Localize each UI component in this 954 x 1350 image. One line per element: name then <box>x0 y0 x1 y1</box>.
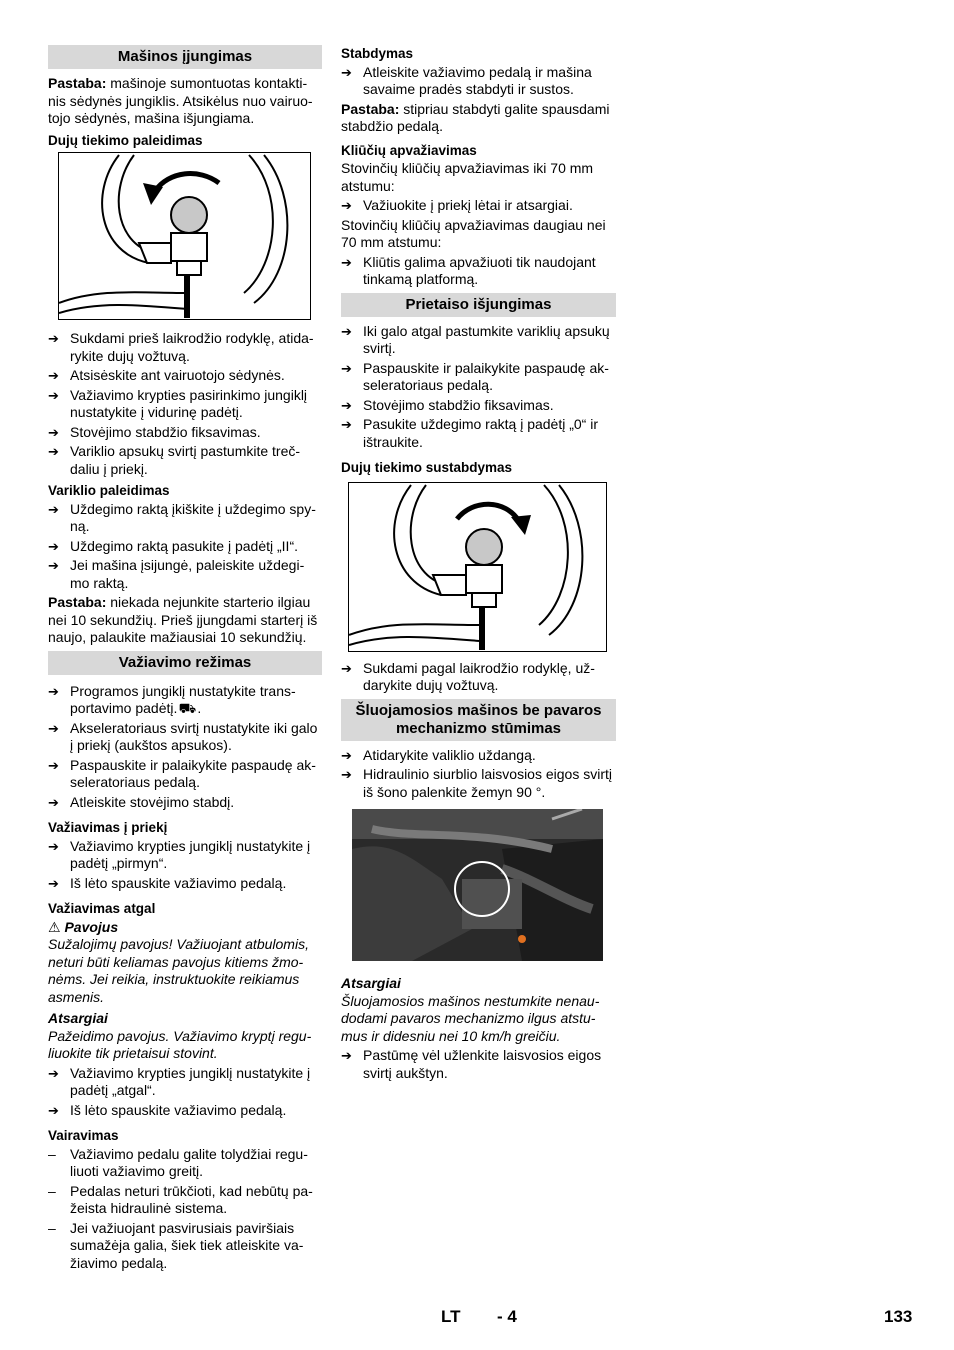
subheading-obstacles: Kliūčių apvažiavimas <box>341 142 477 158</box>
step-item: ➔ Atleiskite važiavimo pedalą ir mašina savaime pradės stabdyti ir sustos. <box>341 63 592 97</box>
right-arrow-icon: ➔ <box>341 417 352 432</box>
step-item: ➔ Važiuokite į priekį lėtai ir atsargiai. <box>341 197 573 213</box>
section-heading-shutdown: Prietaiso išjungimas <box>341 293 616 317</box>
left-column <box>48 45 322 1274</box>
note-text: niekada nejunkite starterio ilgiau nei 10 sekundžių. Prieš įjungdami starterį iš naujo, palaukite mažiausiai 10 sekundžių. <box>48 594 318 645</box>
transport-mode-icon: ⛟ <box>178 700 197 716</box>
step-item: ➔ Atleiskite stovėjimo stabdį. <box>48 793 235 810</box>
section-heading-push: Šluojamosios mašinos be pavaros mechanizmo stūmimas <box>341 699 616 741</box>
footer-page-number: 133 <box>884 1307 913 1326</box>
subheading-steering: Vairavimas <box>48 1128 119 1143</box>
section-heading-start: Mašinos įjungimas <box>48 45 322 69</box>
danger-heading: ⚠ Pavojus <box>48 918 119 935</box>
subheading-gas-start: Dujų tiekimo paleidimas <box>48 132 203 148</box>
right-arrow-icon: ➔ <box>48 757 59 773</box>
step-item: ➔ Paspauskite ir palaikykite paspaudę ak-seleratoriaus pedalą. <box>341 359 609 393</box>
step-item: ➔ Atidarykite valiklio uždangą. <box>341 746 536 763</box>
right-arrow-icon: ➔ <box>48 1065 59 1081</box>
right-arrow-icon: ➔ <box>341 660 352 676</box>
warning-triangle-icon: ⚠ <box>48 918 61 935</box>
right-arrow-icon: ➔ <box>341 64 352 80</box>
right-arrow-icon: ➔ <box>341 198 352 213</box>
right-arrow-icon: ➔ <box>48 720 59 736</box>
step-item: ➔ Hidraulinio siurblio laisvosios eigos svirtį iš šono palenkite žemyn 90 °. <box>341 766 612 800</box>
subheading-engine-start: Variklio paleidimas <box>48 483 170 498</box>
caution-heading: Atsargiai <box>341 975 401 991</box>
right-arrow-icon: ➔ <box>341 254 352 270</box>
step-item: ➔ Iš lėto spauskite važiavimo pedalą. <box>48 1101 287 1118</box>
step-item: ➔ Sukdami prieš laikrodžio rodyklę, atida-rykite dujų vožtuvą. <box>48 330 314 364</box>
step-item: ➔ Variklio apsukų svirtį pastumkite treč-daliu į priekį. <box>48 443 301 477</box>
obstacle-text-2: Stovinčių kliūčių apvažiavimas daugiau nei 70 mm atstumu: <box>341 216 606 250</box>
gas-valve-close-figure <box>348 482 607 652</box>
right-arrow-icon: ➔ <box>48 387 59 403</box>
step-item: ➔ Akseleratoriaus svirtį nustatykite iki galo į priekį (aukštos apsukos). <box>48 719 318 753</box>
step-item: ➔ Uždegimo raktą pasukite į padėtį „II“. <box>48 537 298 554</box>
right-arrow-icon: ➔ <box>48 558 59 573</box>
note-brake <box>341 101 616 136</box>
right-arrow-icon: ➔ <box>341 397 352 413</box>
step-item: ➔ Pastūmę vėl užlenkite laisvosios eigos svirtį aukštyn. <box>341 1047 602 1081</box>
step-item: ➔ Iki galo atgal pastumkite variklių apsukų svirtį. <box>341 322 610 356</box>
step-item: ➔ Važiavimo krypties pasirinkimo jungiklį nustatykite į vidurinę padėtį. <box>48 386 308 420</box>
step-item: ➔ Atsisėskite ant vairuotojo sėdynės. <box>48 367 285 383</box>
note-text: mašinoje sumontuotas kontakti-nis sėdynės jungiklis. Atsikėlus nuo vairuo-tojo sėdynės, mašina išjungiama. <box>48 75 313 126</box>
footer-language: LT <box>441 1307 461 1326</box>
caution-text: Šluojamosios mašinos nestumkite nenau-dodami pavaros mechanizmo ilgus atstu-mus ir didesniu nei 10 km/h greičiu. <box>341 992 600 1044</box>
danger-text: Sužalojimų pavojus! Važiuojant atbulomis, neturi būti keliamas pavojus kitiems žmo-nėms. Jei reikia, instruktuokite reikiamus asmenis. <box>48 936 309 1005</box>
right-arrow-icon: ➔ <box>48 424 59 440</box>
dash-item: – Jei važiuojant pasvirusiais paviršiais sumažėja galia, šiek tiek atleiskite va-žiavimo pedalą. <box>48 1219 304 1271</box>
right-arrow-icon: ➔ <box>48 368 59 383</box>
right-arrow-icon: ➔ <box>341 1048 352 1063</box>
freewheel-lever-photo <box>352 809 603 961</box>
step-item: ➔ Programos jungiklį nustatykite trans-portavimo padėtį.⛟. <box>48 682 296 716</box>
steps-start <box>48 330 322 478</box>
note-label: Pastaba: <box>48 75 107 91</box>
step-item: ➔ Paspauskite ir palaikykite paspaudę ak-seleratoriaus pedalą. <box>48 756 316 790</box>
right-arrow-icon: ➔ <box>48 683 59 699</box>
subheading-forward: Važiavimas į priekį <box>48 820 168 835</box>
gas-valve-open-figure <box>58 152 311 320</box>
obstacle-text-1: Stovinčių kliūčių apvažiavimas iki 70 mm atstumu: <box>341 160 594 194</box>
right-arrow-icon: ➔ <box>341 747 352 763</box>
right-arrow-icon: ➔ <box>48 501 59 517</box>
subheading-reverse: Važiavimas atgal <box>48 901 156 916</box>
step-item: ➔ Pasukite uždegimo raktą į padėtį „0“ ir ištraukite. <box>341 416 598 450</box>
step-item: ➔ Sukdami pagal laikrodžio rodyklę, už-darykite dujų vožtuvą. <box>341 659 595 693</box>
right-arrow-icon: ➔ <box>341 360 352 376</box>
right-arrow-icon: ➔ <box>48 331 59 346</box>
note-starter <box>48 594 322 647</box>
right-arrow-icon: ➔ <box>341 323 352 339</box>
step-item: ➔ Jei mašina įsijungė, paleiskite uždegi-mo raktą. <box>48 557 305 591</box>
note-label: Pastaba: <box>48 594 107 610</box>
step-item: ➔ Kliūtis galima apvažiuoti tik naudojant tinkamą platformą. <box>341 253 596 287</box>
step-item: ➔ Važiavimo krypties jungiklį nustatykite į padėtį „atgal“. <box>48 1064 311 1098</box>
dash-item: – Pedalas neturi trūkčioti, kad nebūtų pa-žeista hidraulinė sistema. <box>48 1182 313 1216</box>
section-heading-drive: Važiavimo režimas <box>48 651 322 675</box>
subheading-gas-stop: Dujų tiekimo sustabdymas <box>341 460 513 475</box>
footer-section-page: - 4 <box>497 1307 517 1326</box>
right-arrow-icon: ➔ <box>48 838 59 854</box>
subheading-braking: Stabdymas <box>341 46 414 61</box>
step-item: ➔ Stovėjimo stabdžio fiksavimas. <box>48 423 261 440</box>
caution-heading: Atsargiai <box>48 1010 108 1026</box>
step-item: ➔ Stovėjimo stabdžio fiksavimas. <box>341 396 554 413</box>
right-arrow-icon: ➔ <box>48 1102 59 1118</box>
step-item: ➔ Uždegimo raktą įkiškite į uždegimo spy-ną. <box>48 500 316 534</box>
right-arrow-icon: ➔ <box>48 875 59 891</box>
step-item: ➔ Važiavimo krypties jungiklį nustatykite į padėtį „pirmyn“. <box>48 837 311 871</box>
right-arrow-icon: ➔ <box>48 794 59 810</box>
note-text: stipriau stabdyti galite spausdami stabdžio pedalą. <box>341 100 610 134</box>
note-seat-switch <box>48 75 322 128</box>
right-column <box>341 45 616 1084</box>
note-label: Pastaba: <box>341 100 400 117</box>
step-item: ➔ Iš lėto spauskite važiavimo pedalą. <box>48 874 287 891</box>
right-arrow-icon: ➔ <box>48 538 59 554</box>
right-arrow-icon: ➔ <box>48 444 59 459</box>
dash-item: – Važiavimo pedalu galite tolydžiai regu-liuoti važiavimo greitį. <box>48 1145 308 1179</box>
caution-text: Pažeidimo pavojus. Važiavimo kryptį regu-liuokite tik prietaisui stovint. <box>48 1027 312 1061</box>
right-arrow-icon: ➔ <box>341 767 352 782</box>
